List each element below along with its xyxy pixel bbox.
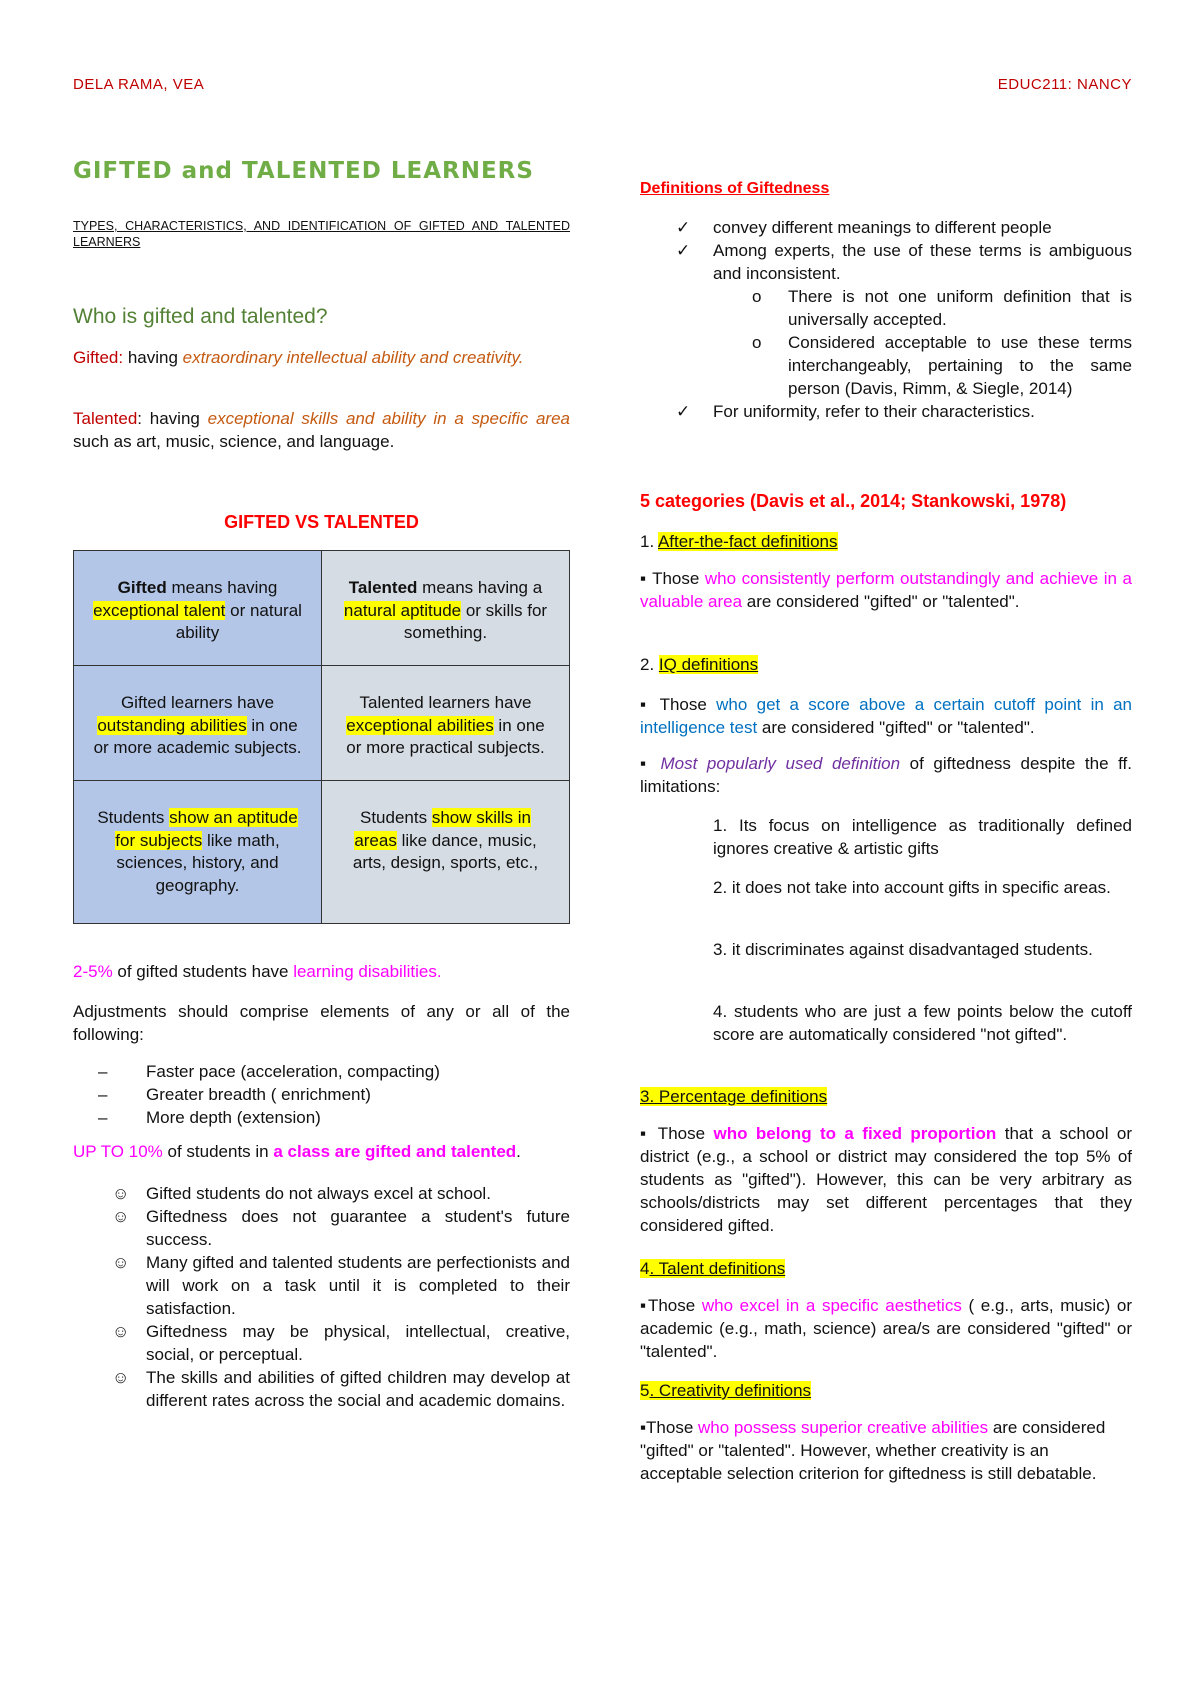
learning-disabilities-line (73, 960, 570, 983)
cat-italic: Most popularly used definition (660, 754, 901, 773)
ld-end: learning disabilities. (293, 962, 442, 981)
cat-color: who get a score above a certain cutoff point in an intelligence test (640, 695, 1132, 737)
talented-pre: : having (137, 409, 208, 428)
header-course: EDUC211: NANCY (997, 76, 1132, 93)
cat-pre: ▪ Those (640, 569, 705, 588)
cat-pre: ▪ (640, 754, 661, 773)
list-item (640, 285, 1132, 331)
ld-mid: of gifted students have (112, 962, 294, 981)
gifted-term: Gifted: (73, 348, 124, 367)
cell-text: in one or more academic subjects. (93, 715, 302, 758)
cat2-text (640, 693, 1132, 739)
cat-num: 5 (640, 1381, 650, 1400)
cell-highlight: show an aptitude for subjects (115, 808, 298, 850)
cat2-text2 (640, 752, 1132, 798)
cat-num: 1. (640, 532, 658, 551)
talented-term: Talented (73, 409, 138, 428)
gifted-pre: having (123, 348, 183, 367)
limitation-item: 2. it does not take into account gifts in specific areas. (713, 878, 1111, 897)
cat-bold: who belong to a fixed proportion (713, 1124, 997, 1143)
cat5-title (640, 1379, 1132, 1402)
cat-num: 2. (640, 655, 659, 674)
cell-text: Students (97, 808, 170, 828)
cat-title: IQ definitions (658, 655, 759, 674)
talented-definition (73, 407, 570, 453)
fact-text: Giftedness may be physical, intellectual, creative, social, or perceptual. (146, 1322, 570, 1364)
cell-text: in one or more practical subjects. (346, 715, 545, 758)
list-item: – More depth (extension) (73, 1106, 570, 1129)
smiley-icon: ☺ (112, 1253, 130, 1272)
gifted-vs-talented-table (73, 550, 570, 924)
list-item (73, 1366, 570, 1412)
cell-bold: Gifted (117, 578, 167, 597)
cat-post: ( e.g., arts, music) or academic (e.g., math, science) area/s are considered "gifted" or "talented". (640, 1296, 1133, 1361)
circle-bullet-icon: o (752, 333, 762, 352)
smiley-icon: ☺ (112, 1322, 130, 1341)
cell-text: Students (359, 808, 432, 828)
cell-highlight: exceptional abilities (346, 715, 494, 735)
table-cell (74, 551, 322, 666)
smiley-icon: ☺ (112, 1207, 130, 1226)
cat-post: are considered "gifted" or "talented". (757, 718, 1035, 737)
table-cell (74, 781, 322, 924)
def-text: Considered acceptable to use these terms interchangeably, pertaining to the same person (Davis, Rimm, & Siegle, 2014) (788, 333, 1132, 398)
definitions-list (640, 216, 1132, 423)
cat5-text (640, 1416, 1132, 1485)
adjustments-intro: Adjustments should comprise elements of any or all of the following: (73, 1002, 570, 1044)
cat2-title (640, 653, 1132, 676)
cat-pre: ▪ Those (640, 1124, 714, 1143)
table-cell (322, 666, 570, 781)
fact-text: Giftedness does not guarantee a student's future success. (146, 1207, 570, 1249)
talented-italic: exceptional skills and ability in a specific area (207, 409, 571, 428)
limitation-item: 3. it discriminates against disadvantaged students. (713, 940, 1093, 959)
vs-heading: GIFTED VS TALENTED (224, 512, 419, 532)
cell-text: means having (166, 578, 278, 597)
upto-percent: UP TO 10% (73, 1142, 163, 1161)
cat4-text (640, 1294, 1132, 1363)
definitions-heading: Definitions of Giftedness (640, 180, 830, 197)
cat-post: of giftedness despite the ff. limitations: (640, 754, 1132, 796)
cat-title: 3. Percentage definitions (640, 1087, 828, 1106)
cat-pre: ▪Those (640, 1296, 702, 1315)
list-item (640, 331, 1132, 400)
list-item (73, 1251, 570, 1320)
list-item: – Greater breadth ( enrichment) (73, 1083, 570, 1106)
ld-percent: 2-5% (73, 962, 113, 981)
adjustments-list (73, 1060, 570, 1129)
upto-mid: of students in (162, 1142, 274, 1161)
circle-bullet-icon: o (752, 287, 762, 306)
smiley-icon: ☺ (112, 1184, 130, 1203)
fact-text: Gifted students do not always excel at school. (146, 1184, 491, 1203)
cell-text: Gifted learners have (120, 693, 275, 713)
list-item (640, 239, 1132, 285)
cat-title: . Talent definitions (649, 1259, 786, 1278)
fact-text: Many gifted and talented students are perfectionists and will work on a task until it is completed to their satisfaction. (146, 1253, 570, 1318)
list-item (640, 400, 1132, 423)
cat3-text (640, 1122, 1132, 1237)
cat-color: who excel in a specific aesthetics (701, 1296, 962, 1315)
list-item (73, 1320, 570, 1366)
fact-text: The skills and abilities of gifted children may develop at different rates across the social and academic domains. (146, 1368, 570, 1410)
def-text: Among experts, the use of these terms is ambiguous and inconsistent. (713, 241, 1132, 283)
gifted-italic: extraordinary intellectual ability and creativity. (182, 348, 524, 367)
check-icon: ✓ (676, 218, 691, 237)
cat-color: who possess superior creative abilities (698, 1418, 989, 1437)
cell-highlight: show skills in areas (354, 808, 532, 850)
cell-bold: Talented (348, 578, 418, 597)
table-cell (322, 781, 570, 924)
smiley-icon: ☺ (112, 1368, 130, 1387)
upto-bold: a class are gifted and talented (273, 1142, 517, 1161)
list-item (73, 1205, 570, 1251)
upto-end: . (516, 1142, 521, 1161)
cell-text: or skills for something. (403, 600, 548, 642)
cat3-title (640, 1085, 1132, 1108)
up-to-line (73, 1140, 570, 1163)
cat1-text (640, 567, 1132, 613)
cat-post: that a school or district (e.g., a school or district may considered the top 5% of students as "gifted"). However, this can be very arbitrary as schools/districts may set different percentages that they considered gifted. (640, 1124, 1133, 1235)
cat-post: are considered "gifted" or "talented". However, whether creativity is an acceptable selection criterion for giftedness is still debatable. (640, 1418, 1106, 1483)
def-text: For uniformity, refer to their characteristics. (713, 402, 1035, 421)
page-subtitle: TYPES, CHARACTERISTICS, AND IDENTIFICATION OF GIFTED AND TALENTED LEARNERS (73, 219, 570, 249)
cat-num: 4 (640, 1259, 650, 1278)
page-title: GIFTED and TALENTED LEARNERS (73, 158, 534, 184)
cat-title: . Creativity definitions (649, 1381, 812, 1400)
cat4-title (640, 1257, 1132, 1280)
limitation-item: 1. Its focus on intelligence as traditionally defined ignores creative & artistic gifts (713, 816, 1132, 858)
who-heading: Who is gifted and talented? (73, 305, 328, 328)
cell-highlight: outstanding abilities (97, 715, 247, 735)
cat-pre: ▪ Those (640, 695, 717, 714)
cell-highlight: exceptional talent (93, 600, 226, 620)
facts-list (73, 1182, 570, 1412)
limitation-item: 4. students who are just a few points below the cutoff score are automatically considered "not gifted". (713, 1002, 1132, 1044)
categories-heading: 5 categories (Davis et al., 2014; Stankowski, 1978) (640, 491, 1067, 511)
list-item (73, 1182, 570, 1205)
check-icon: ✓ (676, 241, 691, 260)
cell-text: means having a (417, 578, 543, 597)
cell-text: like math, sciences, history, and geography. (116, 830, 280, 895)
cat-color: who consistently perform outstandingly and achieve in a valuable area (640, 569, 1132, 611)
cat1-title (640, 530, 1132, 553)
cell-highlight: natural aptitude (343, 600, 462, 620)
check-icon: ✓ (676, 402, 691, 421)
header-author: DELA RAMA, VEA (73, 76, 205, 93)
cell-text: like dance, music, arts, design, sports, etc., (352, 830, 539, 873)
def-text: convey different meanings to different people (713, 218, 1052, 237)
gifted-definition (73, 346, 570, 369)
table-cell (74, 666, 322, 781)
table-cell (322, 551, 570, 666)
cat-title: After-the-fact definitions (657, 532, 838, 551)
cat-post: are considered "gifted" or "talented". (742, 592, 1020, 611)
cell-text: or natural ability (175, 600, 302, 642)
cell-text: Talented learners have (359, 693, 532, 713)
list-item (640, 216, 1132, 239)
talented-post: such as art, music, science, and language. (73, 432, 395, 451)
def-text: There is not one uniform definition that is universally accepted. (788, 287, 1132, 329)
list-item: – Faster pace (acceleration, compacting) (73, 1060, 570, 1083)
cat-pre: ▪Those (640, 1418, 698, 1437)
